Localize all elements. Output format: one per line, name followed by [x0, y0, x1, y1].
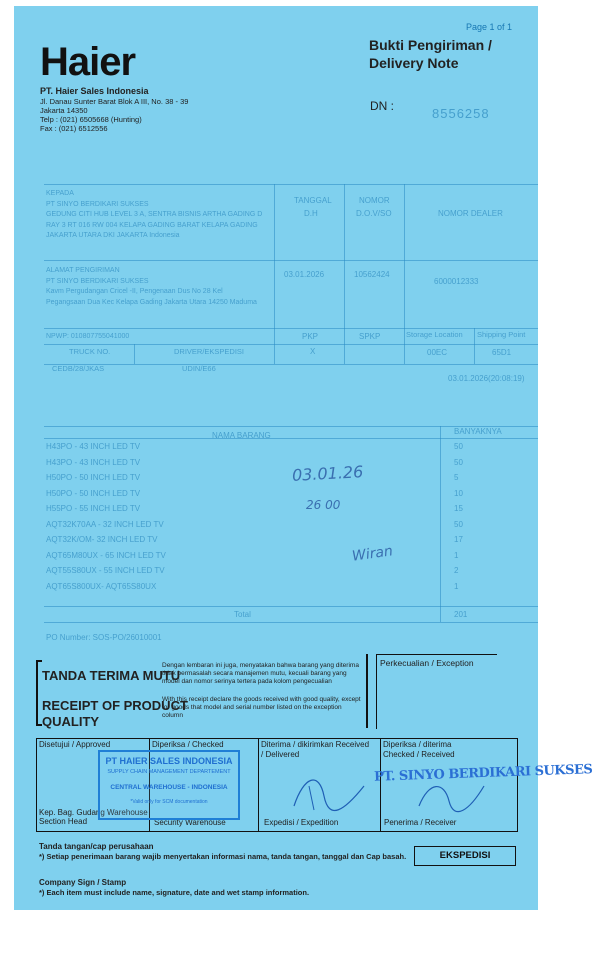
expedition-label: Expedisi / Expedition: [264, 818, 339, 827]
item-name: H43PO - 43 INCH LED TV: [46, 442, 141, 451]
table-row: [46, 551, 538, 567]
stamp-line: CENTRAL WAREHOUSE - INDONESIA: [110, 784, 228, 791]
copy-label: EKSPEDISI: [414, 846, 516, 866]
ship-to-label: ALAMAT PENGIRIMAN: [46, 267, 120, 274]
company-sign-title: Company Sign / Stamp: [39, 878, 127, 887]
spkp-label: SPKP: [359, 332, 381, 341]
items-qty-header: BANYAKNYA: [454, 427, 502, 436]
security-label: Security Warehouse: [154, 818, 226, 827]
bill-to-address: JAKARTA UTARA DKI JAKARTA Indonesia: [46, 232, 180, 239]
truck-label: TRUCK NO.: [69, 347, 111, 356]
item-qty: 50: [454, 457, 463, 467]
item-name: H43PO - 43 INCH LED TV: [46, 457, 141, 467]
driver-label: DRIVER/EKSPEDISI: [174, 347, 245, 356]
items-name-header: NAMA BARANG: [212, 431, 271, 440]
date-value: 03.01.2026: [284, 270, 325, 279]
dn-label: DN :: [370, 99, 394, 113]
address-line: Jl. Danau Sunter Barat Blok A III, No. 38 - 39: [40, 97, 189, 106]
dealer-label: NOMOR DEALER: [438, 209, 503, 218]
delivery-note-paper: [14, 6, 593, 910]
sign-note: *) Setiap penerimaan barang wajib menyertakan informasi nama, tanda tangan, tanggal dan Cap basah.: [39, 852, 407, 861]
number-sub: D.O.V/SO: [356, 209, 392, 218]
item-name: H55PO - 55 INCH LED TV: [46, 504, 141, 513]
item-name: AQT32K/OM- 32 INCH LED TV: [46, 535, 158, 544]
item-qty: 17: [454, 535, 463, 544]
address-line: Jakarta 14350: [40, 106, 88, 115]
ship-to-address: Kavm Pergudangan Cricel -II, Pengenaan Dus No 28 Kel: [46, 288, 223, 295]
pkp-value: X: [310, 347, 316, 356]
bill-to-address: RAY 3 RT 016 RW 004 KELAPA GADING BARAT KELAPA GADING: [46, 221, 258, 229]
page-number: Page 1 of 1: [466, 22, 513, 32]
delivered-label: Diterima / dikirimkan Received / Delivered: [261, 740, 370, 759]
customer-stamp: PT. SINYO BERDIKARI SUKSES: [373, 762, 593, 785]
table-row: [46, 520, 538, 536]
expedition-signature: [284, 766, 374, 816]
checked-label: Diperiksa / Checked: [152, 740, 224, 749]
number-value: 10562424: [354, 270, 390, 279]
table-row: [46, 566, 538, 582]
title-line: Delivery Note: [369, 55, 459, 71]
ship-to: [46, 266, 257, 308]
dn-number: 8556258: [432, 106, 490, 121]
table-row: [46, 582, 538, 598]
receipt-title-id: TANDA TERIMA MUTU: [42, 668, 181, 683]
item-qty: 50: [454, 442, 463, 451]
number-label: NOMOR: [359, 196, 390, 205]
item-qty: 50: [454, 519, 463, 529]
handwritten-signature: Wiran: [351, 543, 394, 565]
document-title: [369, 36, 492, 72]
table-row: [46, 504, 538, 520]
item-name: AQT65S800UX- AQT65S80UX: [46, 581, 157, 591]
storage-label: Storage Location: [406, 330, 463, 339]
total-value: 201: [454, 610, 468, 619]
print-timestamp: 03.01.2026(20:08:19): [448, 374, 525, 383]
haier-logo: Haier: [40, 40, 136, 84]
stamp-line: *Valid only for SCM documentation: [130, 799, 208, 805]
item-name: H50PO - 50 INCH LED TV: [46, 488, 141, 498]
storage-value: 00EC: [427, 348, 448, 357]
fax: Fax : (021) 6512556: [40, 124, 108, 133]
approved-label: Disetujui / Approved: [39, 740, 111, 749]
company-name: PT. Haier Sales Indonesia: [40, 86, 149, 96]
table-row: [46, 442, 538, 458]
item-qty: 2: [454, 566, 459, 575]
pkp-label: PKP: [302, 332, 319, 341]
bill-to-name: PT SINYO BERDIKARI SUKSES: [46, 200, 149, 208]
receipt-text-id: Dengan lembaran ini juga, menyatakan bahwa barang yang diterima tidak bermasalah secara manajemen mutu, kecuali barang yang model dan nomor serinya tertera pada kolom pengecualian: [162, 662, 359, 685]
driver-value: UDIN/E66: [182, 364, 216, 373]
warehouse-head-label: Kep. Bag. Gudang Warehouse Section Head: [39, 808, 148, 826]
handwritten-note: 26 00: [306, 498, 341, 512]
table-row: [46, 489, 538, 505]
bill-to-address: GEDUNG CITI HUB LEVEL 3 A, SENTRA BISNIS ARTHA GADING D: [46, 211, 263, 218]
item-name: AQT65M80UX - 65 INCH LED TV: [46, 550, 166, 560]
dealer-value: 6000012333: [434, 277, 479, 286]
bill-to: [46, 189, 262, 242]
checked-received-label: Diperiksa / diterima Checked / Received: [383, 740, 455, 759]
ship-to-address: Pegangsaan Dua Kec Kelapa Gading Jakarta Utara 14250 Maduma: [46, 298, 257, 306]
handwritten-date: 03.01.26: [291, 462, 364, 485]
receipt-title-en-line: QUALITY: [42, 714, 100, 729]
table-row: [46, 535, 538, 551]
receiver-label: Penerima / Receiver: [384, 818, 457, 827]
phone: Telp : (021) 6505668 (Hunting): [40, 115, 142, 124]
receipt-text-en: With this receipt declare the goods received with good quality, except for goods that model and serial number listed on the exception column: [162, 696, 361, 719]
truck-value: CEDB/28/JKAS: [52, 364, 105, 373]
po-number: PO Number: SOS-PO/26010001: [46, 633, 162, 642]
total-label: Total: [234, 610, 251, 619]
shipping-label: Shipping Point: [477, 330, 526, 339]
item-name: AQT32K70AA - 32 INCH LED TV: [46, 519, 164, 529]
item-qty: 1: [454, 581, 459, 591]
stamp-line: PT HAIER SALES INDONESIA: [105, 756, 233, 766]
item-qty: 10: [454, 488, 463, 498]
sign-title: Tanda tangan/cap perusahaan: [39, 842, 154, 851]
stamp-line: SUPPLY CHAIN MANAGEMENT DEPARTEMENT: [107, 769, 231, 775]
ship-to-name: PT SINYO BERDIKARI SUKSES: [46, 277, 149, 285]
bill-to-label: KEPADA: [46, 190, 74, 197]
npwp: NPWP: 010807755041000: [46, 333, 130, 340]
haier-warehouse-stamp: [98, 750, 240, 820]
item-name: AQT55S80UX - 55 INCH LED TV: [46, 566, 165, 575]
receipt-title-en-line: RECEIPT OF PRODUCT: [42, 698, 188, 713]
company-sign-note: *) Each item must include name, signature, date and wet stamp information.: [39, 888, 310, 897]
date-sub: D.H: [304, 209, 318, 218]
date-label: TANGGAL: [294, 196, 332, 205]
exception-label: Perkecualian / Exception: [380, 658, 474, 668]
item-qty: 15: [454, 504, 463, 513]
item-qty: 1: [454, 550, 459, 560]
company-address: [40, 97, 188, 133]
title-line: Bukti Pengiriman /: [369, 37, 492, 53]
receiver-signature: [414, 776, 494, 816]
shipping-value: 65D1: [492, 348, 512, 357]
item-name: H50PO - 50 INCH LED TV: [46, 473, 141, 482]
item-qty: 5: [454, 473, 459, 482]
